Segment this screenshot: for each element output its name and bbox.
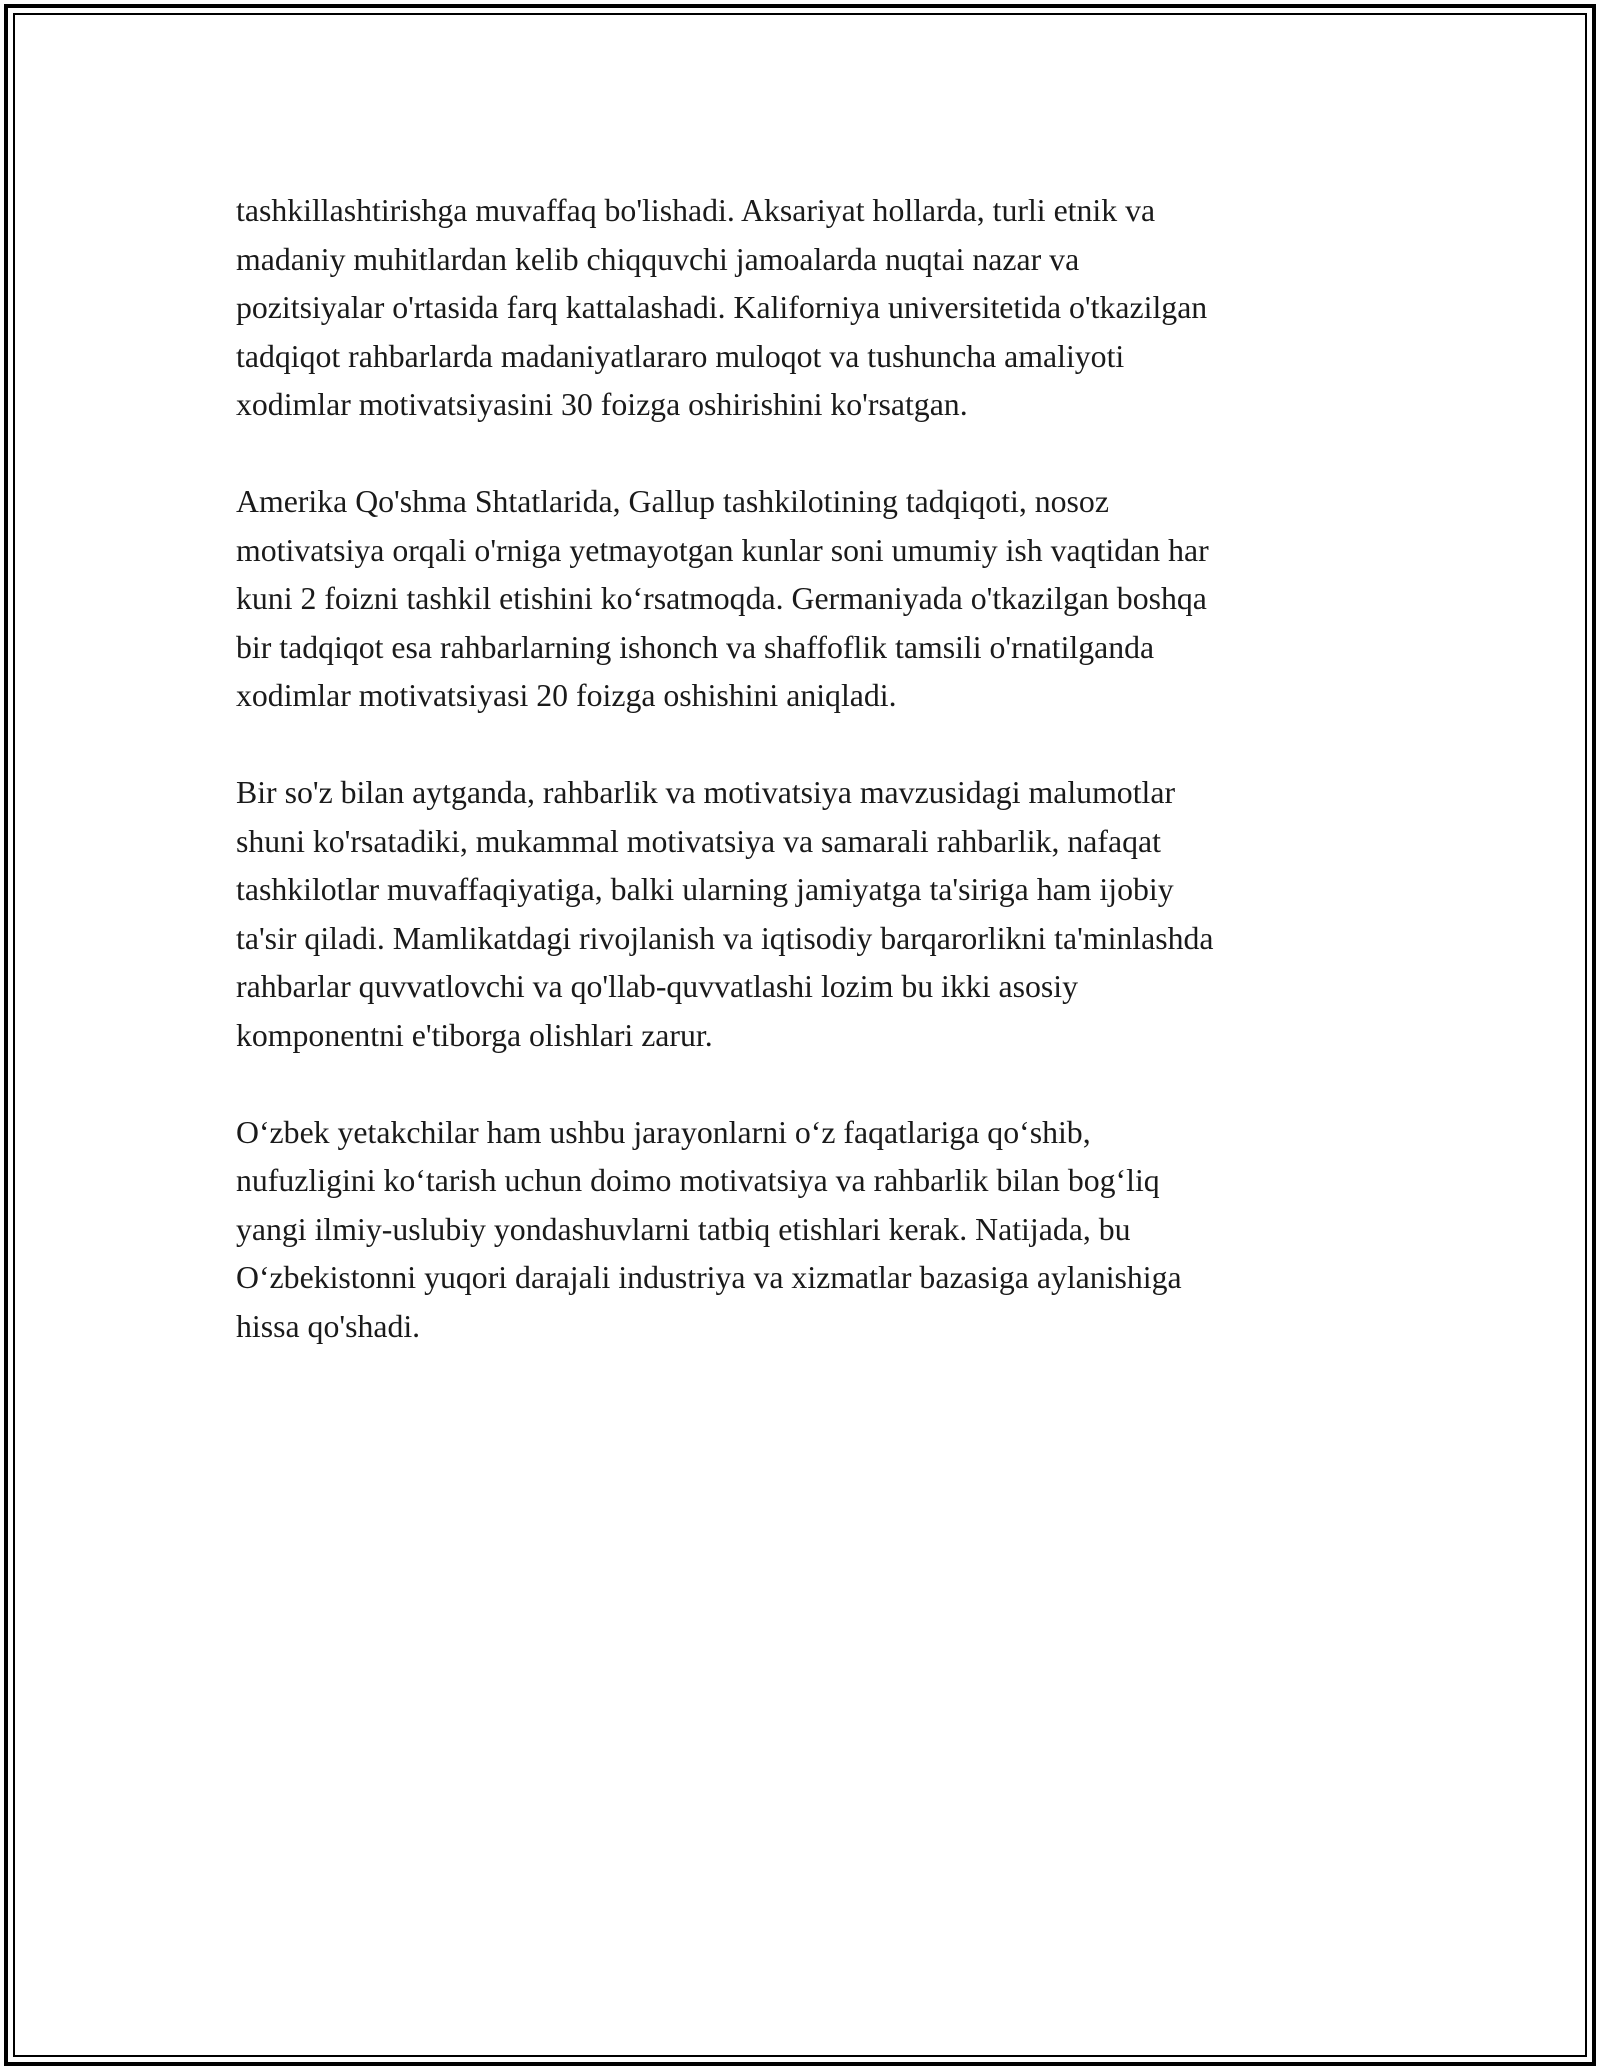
- text-line: tadqiqot rahbarlarda madaniyatlararo muloqot va tushuncha amaliyoti: [236, 338, 1125, 374]
- text-line: pozitsiyalar o'rtasida farq kattalashadi. Kaliforniya universitetida o'tkazilgan: [236, 290, 1208, 325]
- text-line: nufuzligini koʻtarish uchun doimo motivatsiya va rahbarlik bilan bogʻliq: [236, 1163, 1160, 1198]
- text-line: ta'sir qiladi. Mamlikatdagi rivojlanish va iqtisodiy barqarorlikni ta'minlashda: [236, 920, 1214, 956]
- text-line: shuni ko'rsatadiki, mukammal motivatsiya va samarali rahbarlik, nafaqat: [236, 823, 1161, 859]
- paragraph-4: [236, 1109, 1376, 1352]
- paragraph-2: [236, 478, 1376, 721]
- text-line: madaniy muhitlardan kelib chiqquvchi jamoalarda nuqtai nazar va: [236, 241, 1080, 277]
- text-line: Amerika Qo'shma Shtatlarida, Gallup tashkilotining tadqiqoti, nosoz: [236, 484, 1109, 519]
- text-line: Bir so'z bilan aytganda, rahbarlik va motivatsiya mavzusidagi malumotlar: [236, 775, 1176, 810]
- text-line: kuni 2 foizni tashkil etishini koʻrsatmoqda. Germaniyada o'tkazilgan boshqa: [236, 581, 1207, 616]
- text-line: xodimlar motivatsiyasini 30 foizga oshirishini ko'rsatgan.: [236, 387, 968, 422]
- text-line: tashkillashtirishga muvaffaq bo'lishadi. Aksariyat hollarda, turli etnik va: [236, 193, 1156, 228]
- text-line: rahbarlar quvvatlovchi va qo'llab-quvvatlashi lozim bu ikki asosiy: [236, 969, 1078, 1004]
- document-body: [236, 187, 1376, 1400]
- text-line: bir tadqiqot esa rahbarlarning ishonch va shaffoflik tamsili o'rnatilganda: [236, 629, 1155, 665]
- text-line: komponentni e'tiborga olishlari zarur.: [236, 1017, 713, 1053]
- text-line: tashkilotlar muvaffaqiyatiga, balki ularning jamiyatga ta'siriga ham ijobiy: [236, 872, 1174, 907]
- text-line: motivatsiya orqali o'rniga yetmayotgan kunlar soni umumiy ish vaqtidan har: [236, 532, 1209, 568]
- text-line: yangi ilmiy-uslubiy yondashuvlarni tatbiq etishlari kerak. Natijada, bu: [236, 1211, 1131, 1247]
- text-line: hissa qo'shadi.: [236, 1308, 421, 1344]
- paragraph-3: [236, 769, 1376, 1060]
- paragraph-1: [236, 187, 1376, 430]
- text-line: Oʻzbekistonni yuqori darajali industriya va xizmatlar bazasiga aylanishiga: [236, 1260, 1182, 1295]
- text-line: Oʻzbek yetakchilar ham ushbu jarayonlarni oʻz faqatlariga qoʻshib,: [236, 1114, 1091, 1150]
- text-line: xodimlar motivatsiyasi 20 foizga oshishini aniqladi.: [236, 678, 897, 713]
